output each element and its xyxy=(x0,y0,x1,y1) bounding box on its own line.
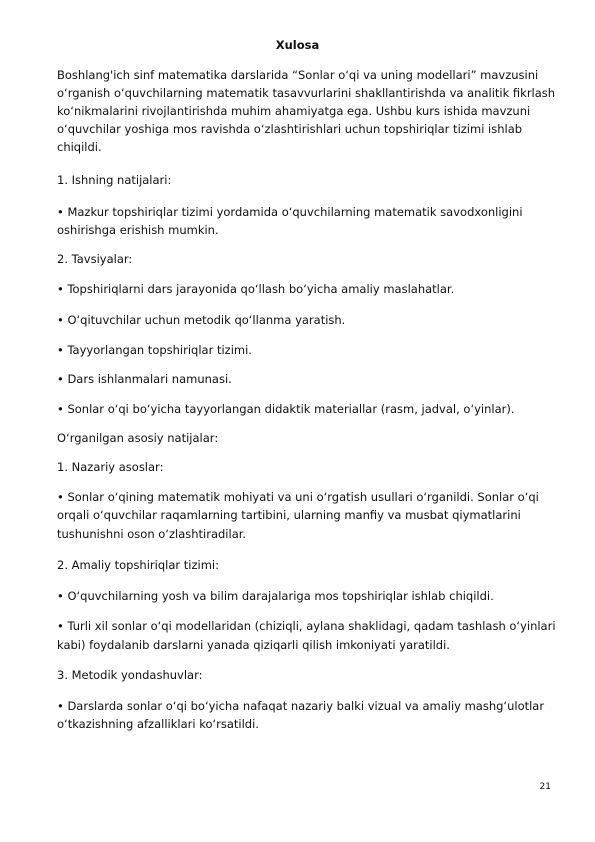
text-line: • Mazkur topshiriqlar tizimi yordamida o‘quvchilarning matematik savodxonligini xyxy=(57,205,523,219)
text-line: oshirishga erishish mumkin. xyxy=(57,223,219,237)
text-line: chiqildi. xyxy=(57,140,102,154)
text-line: kabi) foydalanib darslarni yanada qiziqarli qilish imkoniyati yaratildi. xyxy=(57,638,450,652)
text-line: • Darslarda sonlar o‘qi bo‘yicha nafaqat nazariy balki vizual va amaliy mashg‘ulotlar xyxy=(57,699,545,713)
text-line: 2. Amaliy topshiriqlar tizimi: xyxy=(57,558,219,572)
page-title: Xulosa xyxy=(275,38,320,52)
text-line: • Sonlar o‘qining matematik mohiyati va uni o‘rgatish usullari o‘rganildi. Sonlar o‘qi xyxy=(57,490,539,504)
text-line: tushunishni oson o‘zlashtiradilar. xyxy=(57,527,247,541)
text-line: o‘tkazishning afzalliklari ko‘rsatildi. xyxy=(57,717,259,731)
text-line: ko‘nikmalarini rivojlantirishda muhim ahamiyatga ega. Ushbu kurs ishida mavzuni xyxy=(57,104,531,118)
text-line: • Turli xil sonlar o‘qi modellaridan (chiziqli, aylana shaklidagi, qadam tashlash o‘yinlari xyxy=(57,619,556,633)
page-number: 21 xyxy=(539,782,551,792)
text-line: • Topshiriqlarni dars jarayonida qo‘llash bo‘yicha amaliy maslahatlar. xyxy=(57,282,455,296)
text-line: orqali o‘quvchilar raqamlarning tartibini, ularning manfiy va musbat qiymatlarini xyxy=(57,508,521,522)
text-line: Boshlang'ich sinf matematika darslarida “Sonlar o‘qi va uning modellari” mavzusini xyxy=(57,68,539,82)
text-line: • O‘qituvchilar uchun metodik qo‘llanma yaratish. xyxy=(57,313,346,327)
text-line: o‘quvchilar yoshiga mos ravishda o‘zlashtirishlari uchun topshiriqlar tizimi ishlab xyxy=(57,122,523,136)
text-line: 3. Metodik yondashuvlar: xyxy=(57,668,203,682)
text-line: • O‘quvchilarning yosh va bilim darajalariga mos topshiriqlar ishlab chiqildi. xyxy=(57,589,494,603)
text-line: o‘rganish o‘quvchilarning matematik tasavvurlarini shakllantirishda va analitik fikrlash xyxy=(57,86,556,100)
text-line: • Dars ishlanmalari namunasi. xyxy=(57,372,232,386)
text-line: O‘rganilgan asosiy natijalar: xyxy=(57,431,219,445)
text-line: 1. Ishning natijalari: xyxy=(57,173,172,187)
text-line: 1. Nazariy asoslar: xyxy=(57,460,164,474)
text-line: • Tayyorlangan topshiriqlar tizimi. xyxy=(57,343,252,357)
text-line: 2. Tavsiyalar: xyxy=(57,252,133,266)
text-line: • Sonlar o‘qi bo‘yicha tayyorlangan didaktik materiallar (rasm, jadval, o‘yinlar). xyxy=(57,402,515,416)
